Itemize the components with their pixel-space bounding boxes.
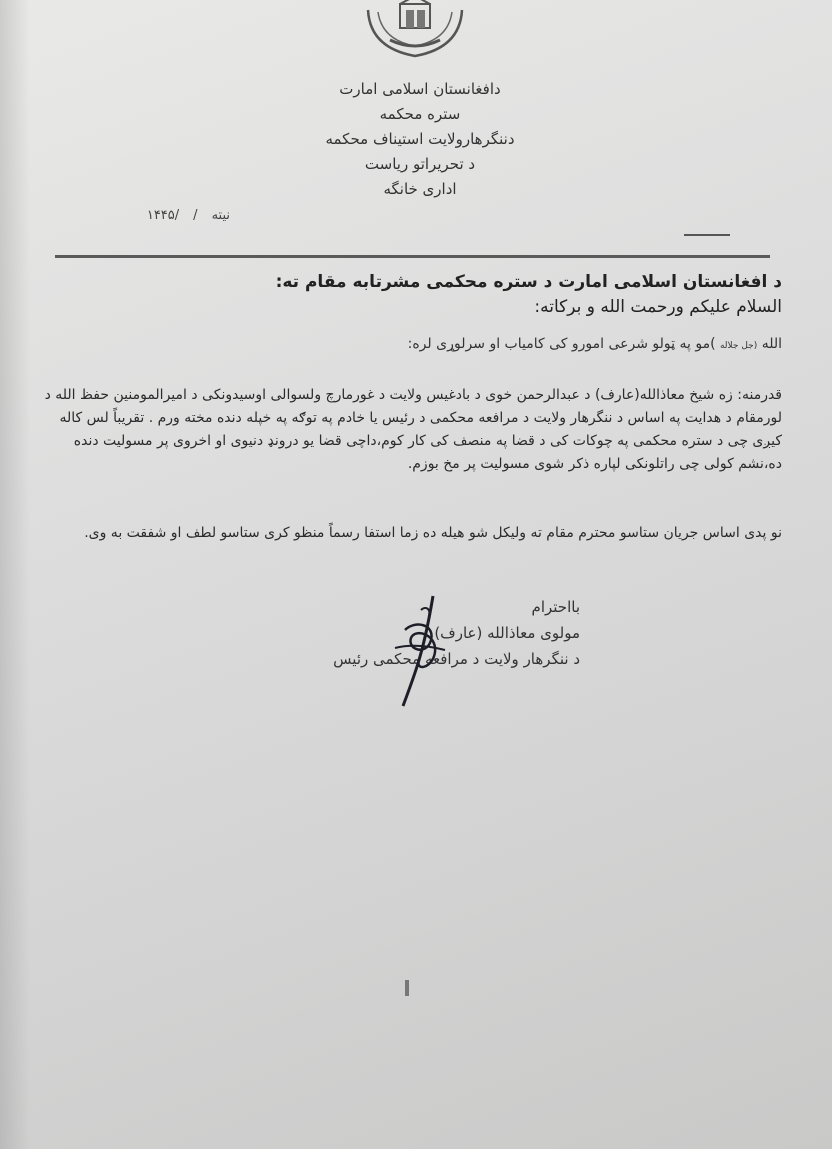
header-line-directorate: د تحریراتو ریاست xyxy=(364,155,476,173)
page-mark xyxy=(405,980,409,996)
intro-line xyxy=(408,336,782,352)
regards-line: بااحترام xyxy=(531,598,580,616)
intro-prefix: الله xyxy=(761,336,782,352)
date-separator: / xyxy=(193,208,198,223)
handwritten-signature xyxy=(385,590,455,710)
emirate-emblem-icon xyxy=(362,0,468,60)
date-year: /۱۴۴۵ xyxy=(146,208,180,223)
number-field-line xyxy=(684,234,730,236)
body-paragraph-2: نو پدی اساس جریان ستاسو محترم مقام ته ولیکل شو هیله ده زما استفا رسماً منظو کری ستاسو لطف او شفقت به وی. xyxy=(84,525,782,541)
page-shadow xyxy=(0,0,30,1149)
header-divider xyxy=(55,255,770,258)
header-line-supreme-court: ستره محکمه xyxy=(379,105,461,123)
signer-title: د ننگرهار ولایت د مرافعه محکمی رئیس xyxy=(333,650,580,668)
header-line-appeal-court: دننگرهارولایت استیناف محکمه xyxy=(325,130,515,148)
header-line-emirate: دافغانستان اسلامی امارت xyxy=(339,80,501,98)
signer-name: مولوی معاذالله (عارف) xyxy=(434,624,580,642)
date-label: نیته xyxy=(211,208,230,223)
date-row xyxy=(90,208,230,223)
greeting-line: السلام علیکم ورحمت الله و برکاته: xyxy=(534,297,782,317)
intro-text: )مو په ټولو شرعی امورو کی کامیاب او سرلوړی لره: xyxy=(407,336,716,352)
header-line-admin-office: اداری خانگه xyxy=(383,180,457,198)
body-paragraph-1: قدرمنه: زه شیخ معاذالله(عارف) د عبدالرحمن خوی د بادغیس ولایت د غورمارچ ولسوالی اوسیدونکی د امیرالمومنین حفظ الله د لورمقام د هدایت په اساس د ننگرهار ولایت د مرافعه محکمی د رئیس یا خادم په توګه په خپله دنده مخته ورم . تقریباً لس کاله کیږی چی د ستره محکمی په چوکات کی د قضا په منصف کی کار کوم،داچی قضا یو درونډ دنیوی او اخروی پر مسولیت دنده ده،نشم کولی چی راتلونکی لپاره ذکر شوی مسولیت پر مخ بوزم. xyxy=(44,387,782,472)
intro-small-honorific: (جل جلاله xyxy=(719,341,758,351)
addressee-line: د افغانستان اسلامی امارت د ستره محکمی مشرتابه مقام ته: xyxy=(275,272,782,292)
